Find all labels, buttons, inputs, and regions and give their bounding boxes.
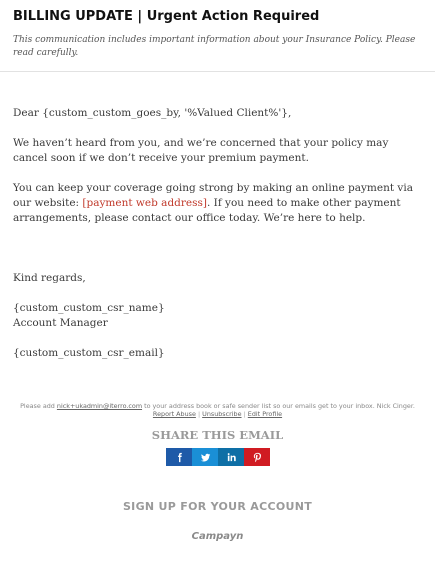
email-subject: BILLING UPDATE | Urgent Action Required [13,9,320,24]
share-facebook-button[interactable] [166,448,192,466]
header-divider [0,71,435,72]
sender-email-link[interactable]: nick+ukadmin@iterro.com [56,402,143,410]
report-abuse-link[interactable]: Report Abuse [152,410,196,418]
signup-link[interactable]: SIGN UP FOR YOUR ACCOUNT [122,500,313,513]
linkedin-icon [226,452,237,463]
csr-email: {custom_custom_csr_email} [13,347,165,359]
csr-title: Account Manager [13,317,108,329]
email-intro: This communication includes important information about your Insurance Policy. Please read carefully. [13,35,416,58]
campayn-logo[interactable]: Campayn [191,531,244,542]
share-linkedin-button[interactable] [218,448,244,466]
share-buttons [166,448,270,466]
facebook-icon [174,452,185,463]
email-body [13,106,423,361]
closing-regards: Kind regards, [13,272,86,284]
share-twitter-button[interactable] [192,448,218,466]
footer-note [0,402,435,418]
twitter-icon [200,452,211,463]
footer-links: Report Abuse | Unsubscribe | Edit Profile [152,410,283,418]
edit-profile-link[interactable]: Edit Profile [247,410,283,418]
paragraph-payment-text-2: . If you need to make other payment arrangements, please contact our office today. We’re here to help. [13,197,401,224]
paragraph-payment-options [13,181,423,226]
csr-name: {custom_custom_csr_name} [13,302,165,314]
safe-sender-text: Please add nick+ukadmin@iterro.com to your address book or safe sender list so our emails get to your inbox. Nick Cinger. [20,402,415,410]
pinterest-icon [252,452,263,463]
share-pinterest-button[interactable] [244,448,270,466]
greeting: Dear {custom_custom_goes_by, '%Valued Client%'}, [13,107,292,119]
paragraph-payment-text-1: You can keep your coverage going strong by making an online payment via our website: [13,182,413,209]
paragraph-missed-payment: We haven’t heard from you, and we’re concerned that your policy may cancel soon if we don’t receive your premium payment. [13,137,389,164]
unsubscribe-link[interactable]: Unsubscribe [202,410,242,418]
share-title: SHARE THIS EMAIL [151,428,284,442]
payment-link[interactable]: [payment web address] [82,197,207,209]
